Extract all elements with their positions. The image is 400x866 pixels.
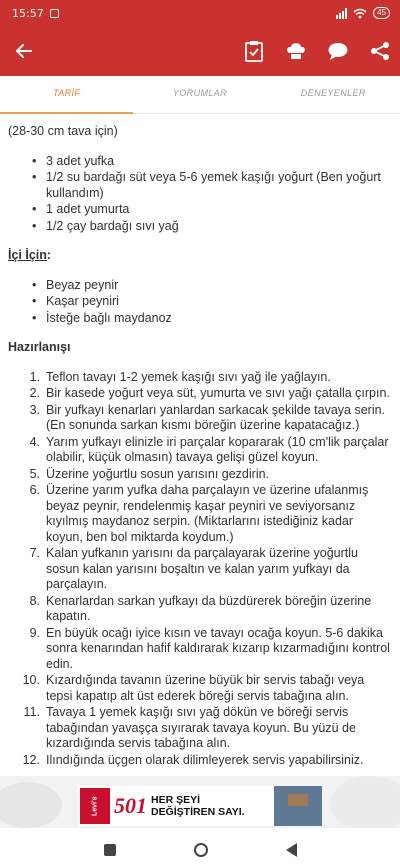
list-item [22, 705, 392, 752]
step-number: 5. [29, 466, 40, 481]
chat-bubble-icon [327, 41, 349, 61]
share-button[interactable] [368, 38, 392, 64]
recipe-content [0, 124, 400, 769]
comment-button[interactable] [326, 38, 350, 64]
step-number: 8. [29, 593, 40, 608]
battery-icon: 45 [373, 7, 390, 19]
step-text: Bir yufkayı kenarları yanlardan sarkacak şekilde tavaya serin. (En sonunda sarkan kısmı böreğin üzerine kapatacağız.) [46, 402, 386, 432]
clipboard-check-icon [244, 40, 264, 62]
app-bar [0, 28, 400, 76]
step-text: Ilındığında üçgen olarak dilimleyerek servis yapabilirsiniz. [46, 752, 364, 767]
ad-slogan [151, 794, 245, 818]
list-item: • İsteğe bağlı maydanoz [32, 311, 392, 327]
step-text: Üzerine yarım yufka daha parçalayın ve üzerine ufalanmış beyaz peynir, rendelenmiş kaşar peyniri ve seviyorsanız kıyılmış maydanoz serpin. (Miktarlarını istediğiniz kadar koyun, ben bol miktarda koydum.) [46, 483, 369, 544]
step-number: 12. [22, 752, 40, 767]
list-item [22, 386, 392, 402]
list-item: • Beyaz peynir [32, 278, 392, 294]
share-icon [370, 41, 390, 61]
step-number: 3. [29, 402, 40, 417]
step-number: 1. [29, 369, 40, 384]
status-time: 15:57 [12, 7, 44, 20]
notification-icon [50, 9, 59, 18]
ad-creative[interactable] [78, 786, 322, 826]
list-item [22, 403, 392, 434]
list-item: • 3 adet yufka [32, 154, 392, 170]
filling-heading [8, 248, 392, 264]
list-item [22, 546, 392, 593]
tab-tried[interactable]: DENEYENLER [300, 88, 366, 98]
app-bar-actions [242, 38, 392, 64]
back-nav-button[interactable] [286, 843, 297, 857]
list-item [22, 483, 392, 545]
ad-slogan-line: DEĞİŞTİREN SAYI. [151, 806, 245, 818]
step-text: En büyük ocağı iyice kısın ve tavayı ocağa koyun. 5-6 dakika sonra kenarından hafif kaldırarak kızarıp kızarmadığını kontrol edin. [46, 625, 390, 671]
list-item [22, 626, 392, 673]
filling-heading-text: İçi İçin [8, 248, 47, 262]
step-text: Üzerine yoğurtlu sosun yarısını gezdirin. [46, 466, 270, 481]
ad-slogan-line: HER ŞEYİ [151, 794, 201, 806]
step-text: Kenarlardan sarkan yufkayı da büzdürerek böreğin üzerine kapatın. [46, 593, 372, 623]
wifi-icon [353, 8, 367, 19]
step-number: 9. [29, 625, 40, 640]
ad-brand-logo: Levi's [80, 788, 110, 824]
step-number: 11. [23, 705, 40, 719]
servings-note: (28-30 cm tava için) [8, 124, 118, 138]
list-item: • 1/2 çay bardağı sıvı yağ [32, 219, 392, 235]
step-text: Yarım yufkayı elinizle iri parçalar kopararak (10 cm'lik parçalar olabilir, küçük olmasın) tavaya gelişi güzel koyun. [46, 434, 389, 464]
filling-heading-colon: : [46, 248, 52, 262]
home-button[interactable] [194, 843, 208, 857]
step-text: Kalan yufkanın yarısını da parçalayarak üzerine yoğurtlu sosun kalan yarısını boşaltın ve kalan yarım yufkayı da parçalayın. [46, 546, 358, 591]
signal-icon [336, 8, 347, 19]
list-item [22, 753, 392, 769]
filling-list [32, 278, 392, 327]
chef-button[interactable] [284, 38, 308, 64]
step-text: Bir kasede yoğurt veya süt, yumurta ve sıvı yağı çatalla çırpın. [46, 386, 390, 400]
list-item [22, 435, 392, 466]
list-item [22, 673, 392, 704]
step-text: Teflon tavayı 1-2 yemek kaşığı sıvı yağ ile yağlayın. [46, 369, 331, 384]
tab-comments[interactable]: YORUMLAR [172, 88, 228, 98]
ad-banner[interactable] [0, 776, 400, 828]
ad-product-image [274, 786, 322, 826]
ingredient-list [32, 154, 392, 235]
system-nav-bar [0, 834, 400, 866]
chef-hat-icon [285, 40, 307, 62]
tab-recipe[interactable]: TARİF [0, 76, 133, 113]
step-number: 6. [29, 483, 40, 497]
list-item [22, 467, 392, 483]
ad-decoration [330, 776, 400, 828]
list-item [22, 594, 392, 625]
status-bar [0, 0, 400, 28]
method-heading: Hazırlanışı [8, 340, 71, 354]
list-item: • 1 adet yumurta [32, 202, 392, 218]
shopping-list-button[interactable] [242, 38, 266, 64]
step-number: 2. [29, 386, 40, 400]
ad-model-number: 501 [114, 793, 147, 818]
list-item: • Kaşar peyniri [32, 294, 392, 310]
step-number: 4. [29, 434, 40, 449]
tab-bar [0, 76, 400, 114]
step-number: 7. [29, 546, 40, 560]
step-text: Kızardığında tavanın üzerine büyük bir servis tabağı veya tepsi kapatıp alt üst ederek böreği servis tabağına alın. [46, 673, 365, 703]
step-number: 10. [22, 673, 40, 687]
recents-button[interactable] [104, 844, 116, 856]
list-item [22, 370, 392, 386]
step-text: Tavaya 1 yemek kaşığı sıvı yağ dökün ve böreği servis tabağından yavaşça sıyırarak tavaya koyun. Bu yüzü de kızardığında servis tabağına alın. [46, 705, 356, 750]
status-right [336, 7, 390, 19]
step-list [22, 370, 392, 769]
back-button[interactable] [12, 39, 36, 63]
ad-decoration [0, 782, 62, 828]
arrow-left-icon [15, 42, 33, 60]
list-item: • 1/2 su bardağı süt veya 5-6 yemek kaşığı yoğurt (Ben yoğurt kullandım) [32, 170, 392, 201]
